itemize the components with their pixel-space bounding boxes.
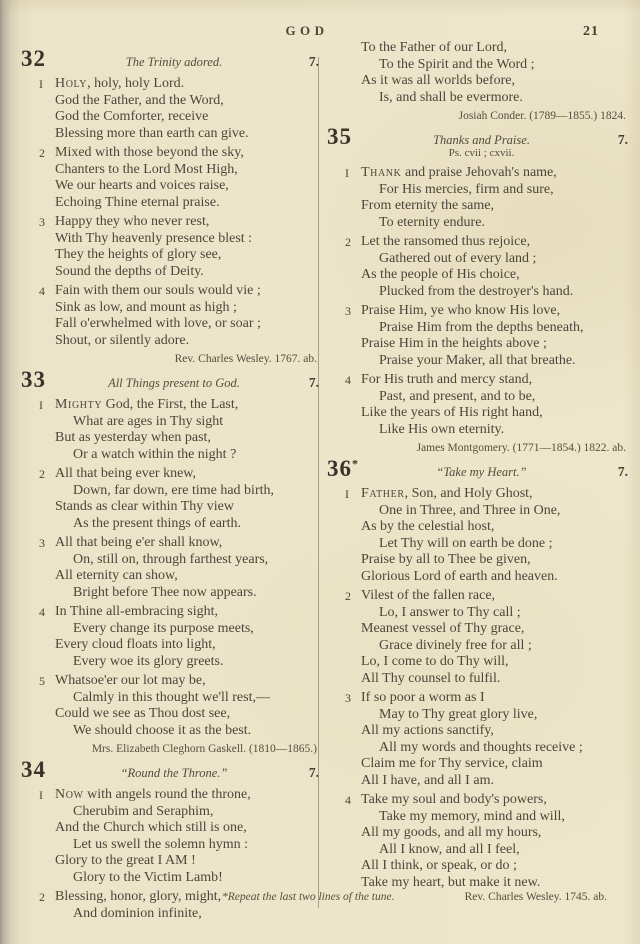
verse-line: Take my memory, mind and will, bbox=[379, 808, 565, 824]
hymn-header bbox=[327, 124, 629, 163]
column-right bbox=[327, 40, 629, 894]
verse-line: Or a watch within the night ? bbox=[73, 446, 237, 462]
verse-number: 3 bbox=[39, 536, 45, 550]
verse-line: Sink as low, and mount as high ; bbox=[55, 299, 237, 315]
verse-number: 2 bbox=[345, 235, 351, 249]
verse-line: Like the years of His right hand, bbox=[361, 405, 543, 420]
verse-line: To eternity endure. bbox=[379, 214, 485, 230]
verse-line: Fall o'erwhelmed with love, or soar ; bbox=[55, 316, 261, 331]
smallcaps-lead: Now bbox=[55, 787, 84, 802]
verse-line: To the Father of our Lord, bbox=[361, 40, 507, 55]
verse bbox=[28, 787, 320, 886]
hymn-header bbox=[327, 456, 629, 484]
verse-number: 4 bbox=[39, 284, 45, 298]
attribution: Josiah Conder. (1789—1855.) 1824. bbox=[458, 110, 626, 122]
hymn-number: 35 bbox=[327, 124, 352, 149]
verse-line: Gathered out of every land ; bbox=[379, 250, 537, 266]
verse-line: What are ages in Thy sight bbox=[73, 413, 224, 429]
verse-line: Every cloud floats into light, bbox=[55, 637, 216, 652]
verse bbox=[334, 165, 629, 231]
hymn-meter: 7. bbox=[308, 54, 319, 69]
verse-line: All my goods, and all my hours, bbox=[361, 825, 542, 840]
verse-line: Now with angels round the throne, bbox=[55, 787, 251, 802]
verse-line: For His mercies, firm and sure, bbox=[379, 181, 554, 197]
verse bbox=[28, 145, 320, 211]
verse-line: And the Church which still is one, bbox=[55, 820, 247, 835]
verse-line: Praise by all to Thee be given, bbox=[361, 552, 531, 567]
verse-line: But as yesterday when past, bbox=[55, 430, 211, 445]
hymn-star: * bbox=[352, 456, 359, 471]
verse-line: And dominion infinite, bbox=[73, 905, 202, 921]
verse bbox=[334, 40, 629, 106]
verse-line: They the heights of glory see, bbox=[55, 247, 222, 262]
verse-line: From eternity the same, bbox=[361, 198, 494, 213]
verse-line: Echoing Thine eternal praise. bbox=[55, 194, 220, 210]
verse-line: All that being e'er shall know, bbox=[55, 535, 223, 550]
verse-line: Mixed with those beyond the sky, bbox=[55, 145, 244, 160]
verse-number: 2 bbox=[39, 467, 45, 481]
verse-line: Grace divinely free for all ; bbox=[379, 637, 532, 653]
verse-line: Lo, I answer to Thy call ; bbox=[379, 604, 521, 620]
verse-line: God the Father, and the Word, bbox=[55, 92, 224, 108]
verse-line: For His truth and mercy stand, bbox=[361, 372, 533, 387]
verse-number: 2 bbox=[39, 146, 45, 160]
verse-line: All Thy counsel to fulfil. bbox=[361, 670, 501, 686]
verse-line: Vilest of the fallen race, bbox=[361, 588, 496, 603]
verse bbox=[28, 673, 320, 739]
verse-line: Cherubim and Seraphim, bbox=[73, 803, 214, 819]
verse-number: 4 bbox=[39, 605, 45, 619]
verse-line: Stands as clear within Thy view bbox=[55, 499, 234, 514]
verse-number: 3 bbox=[345, 304, 351, 318]
verse-number: I bbox=[345, 487, 349, 501]
hymn-title: All Things present to God. bbox=[108, 376, 240, 390]
verse bbox=[28, 283, 320, 349]
verse-number: I bbox=[39, 77, 43, 91]
verse-line: Meanest vessel of Thy grace, bbox=[361, 621, 525, 636]
verse-line: As the people of His choice, bbox=[361, 267, 520, 282]
hymn-number: 32 bbox=[21, 46, 46, 71]
verse bbox=[334, 372, 629, 438]
footnote bbox=[222, 891, 607, 903]
page-number: 21 bbox=[583, 24, 599, 39]
hymn-header bbox=[21, 46, 320, 74]
verse bbox=[334, 486, 629, 585]
verse-line: Sound the depths of Deity. bbox=[55, 263, 204, 279]
verse-line: Holy, holy, holy Lord. bbox=[55, 76, 185, 91]
verse-line: Calmly in this thought we'll rest,— bbox=[73, 689, 270, 705]
verse-line: Take my soul and body's powers, bbox=[361, 792, 547, 807]
verse-line: With Thy heavenly presence blest : bbox=[55, 230, 253, 246]
verse-line: Happy they who never rest, bbox=[55, 214, 210, 229]
hymn-title: “Round the Throne.” bbox=[120, 766, 228, 780]
verse-number: I bbox=[39, 788, 43, 802]
verse-line: Mighty God, the First, the Last, bbox=[55, 397, 239, 412]
hymn-header bbox=[21, 757, 320, 785]
verse-line: Let us swell the solemn hymn : bbox=[73, 836, 248, 852]
verse-line: In Thine all-embracing sight, bbox=[55, 604, 219, 619]
verse bbox=[28, 397, 320, 463]
verse-line: Thank and praise Jehovah's name, bbox=[361, 165, 557, 180]
verse-line: One in Three, and Three in One, bbox=[379, 502, 561, 518]
verse-line: Fain with them our souls would vie ; bbox=[55, 283, 261, 298]
verse-line: We our hearts and voices raise, bbox=[55, 178, 229, 193]
hymn-subtitle: Ps. cvii ; cxvii. bbox=[448, 147, 515, 159]
attribution: James Montgomery. (1771—1854.) 1822. ab. bbox=[416, 442, 626, 454]
verse-number: 2 bbox=[345, 589, 351, 603]
hymn-title: The Trinity adored. bbox=[125, 55, 223, 69]
verse-line: Like His own eternity. bbox=[379, 421, 505, 437]
verse-line: All that being ever knew, bbox=[55, 466, 196, 481]
verse-line: Every change its purpose meets, bbox=[73, 620, 254, 636]
verse-line: All my actions sanctify, bbox=[361, 723, 494, 738]
verse bbox=[28, 214, 320, 280]
verse-line: Take my heart, but make it new. bbox=[361, 874, 541, 890]
verse-line: Glory to the Victim Lamb! bbox=[73, 869, 223, 885]
smallcaps-lead: Holy bbox=[55, 76, 88, 91]
smallcaps-lead: Thank bbox=[361, 165, 402, 180]
smallcaps-lead: Mighty bbox=[55, 397, 103, 412]
verse-line: Blessing, honor, glory, might, bbox=[55, 889, 222, 904]
verse bbox=[28, 466, 320, 532]
verse bbox=[334, 690, 629, 789]
verse-line: As the present things of earth. bbox=[73, 515, 241, 531]
verse-number: 3 bbox=[345, 691, 351, 705]
attribution: Rev. Charles Wesley. 1767. ab. bbox=[174, 353, 317, 365]
verse-line: Father, Son, and Holy Ghost, bbox=[361, 486, 533, 501]
hymn-meter: 7. bbox=[308, 765, 319, 780]
hymn-title: Thanks and Praise. bbox=[433, 133, 530, 147]
verse-line: Every woe its glory greets. bbox=[73, 653, 224, 669]
verse-line: If so poor a worm as I bbox=[361, 690, 485, 705]
verse-line: Claim me for Thy service, claim bbox=[361, 756, 543, 771]
footnote-text: *Repeat the last two lines of the tune. bbox=[222, 891, 395, 903]
verse-line: As by the celestial host, bbox=[361, 519, 495, 534]
verse-line: Glorious Lord of earth and heaven. bbox=[361, 568, 558, 584]
verse-line: Praise Him from the depths beneath, bbox=[379, 319, 584, 335]
verse-line: Bright before Thee now appears. bbox=[73, 584, 257, 600]
verse-number: 5 bbox=[39, 674, 45, 688]
hymn-header bbox=[21, 367, 320, 395]
verse-line: We should choose it as the best. bbox=[73, 722, 252, 738]
hymn-meter: 7. bbox=[308, 375, 319, 390]
verse-line: Blessing more than earth can give. bbox=[55, 125, 249, 141]
verse-line: Praise your Maker, all that breathe. bbox=[379, 352, 576, 368]
verse bbox=[334, 588, 629, 687]
hymn-meter: 7. bbox=[617, 132, 628, 147]
verse-line: All I have, and all I am. bbox=[361, 772, 494, 788]
verse-line: Could we see as Thou dost see, bbox=[55, 706, 231, 721]
verse-number: 4 bbox=[345, 793, 351, 807]
footnote-attribution: Rev. Charles Wesley. 1745. ab. bbox=[464, 891, 607, 903]
verse-number: 4 bbox=[345, 373, 351, 387]
verse-line: Plucked from the destroyer's hand. bbox=[379, 283, 574, 299]
verse-line: Whatsoe'er our lot may be, bbox=[55, 673, 206, 688]
verse bbox=[28, 535, 320, 601]
verse-line: Chanters to the Lord Most High, bbox=[55, 161, 238, 177]
hymn-number: 33 bbox=[21, 367, 46, 392]
verse-line: Praise Him in the heights above ; bbox=[361, 336, 547, 351]
verse bbox=[334, 792, 629, 891]
verse-line: All I think, or speak, or do ; bbox=[361, 858, 517, 873]
smallcaps-lead: Father bbox=[361, 486, 405, 501]
running-head: GOD bbox=[285, 23, 329, 38]
verse-line: All my words and thoughts receive ; bbox=[379, 739, 583, 755]
verse-line: As it was all worlds before, bbox=[361, 73, 515, 88]
verse-line: On, still on, through farthest years, bbox=[73, 551, 269, 567]
verse-line: Shout, or silently adore. bbox=[55, 332, 190, 348]
verse-number: 3 bbox=[39, 215, 45, 229]
verse-number: 2 bbox=[39, 890, 45, 904]
verse-line: All eternity can show, bbox=[55, 568, 178, 583]
hymn-number: 36* bbox=[327, 456, 359, 481]
verse bbox=[28, 76, 320, 142]
attribution: Mrs. Elizabeth Cleghorn Gaskell. (1810—1865.) bbox=[91, 743, 317, 755]
verse bbox=[334, 303, 629, 369]
verse-line: God the Comforter, receive bbox=[55, 109, 209, 124]
hymn-number: 34 bbox=[21, 757, 46, 782]
verse-line: Is, and shall be evermore. bbox=[379, 89, 523, 105]
hymn-title: “Take my Heart.” bbox=[436, 465, 527, 479]
verse-line: Let the ransomed thus rejoice, bbox=[361, 234, 531, 249]
verse-line: Down, far down, ere time had birth, bbox=[73, 482, 274, 498]
verse-number: I bbox=[345, 166, 349, 180]
verse-line: May to Thy great glory live, bbox=[379, 706, 538, 722]
verse-line: Let Thy will on earth be done ; bbox=[379, 535, 553, 551]
column-left bbox=[21, 46, 320, 925]
verse-number: I bbox=[39, 398, 43, 412]
verse bbox=[334, 234, 629, 300]
verse-line: Glory to the great I AM ! bbox=[55, 853, 196, 868]
verse-line: Praise Him, ye who know His love, bbox=[361, 303, 561, 318]
verse-line: Past, and present, and to be, bbox=[379, 388, 536, 404]
verse-line: To the Spirit and the Word ; bbox=[379, 56, 535, 72]
verse-line: All I know, and all I feel, bbox=[379, 841, 520, 857]
verse-line: Lo, I come to do Thy will, bbox=[361, 654, 509, 669]
verse bbox=[28, 604, 320, 670]
hymn-meter: 7. bbox=[617, 464, 628, 479]
